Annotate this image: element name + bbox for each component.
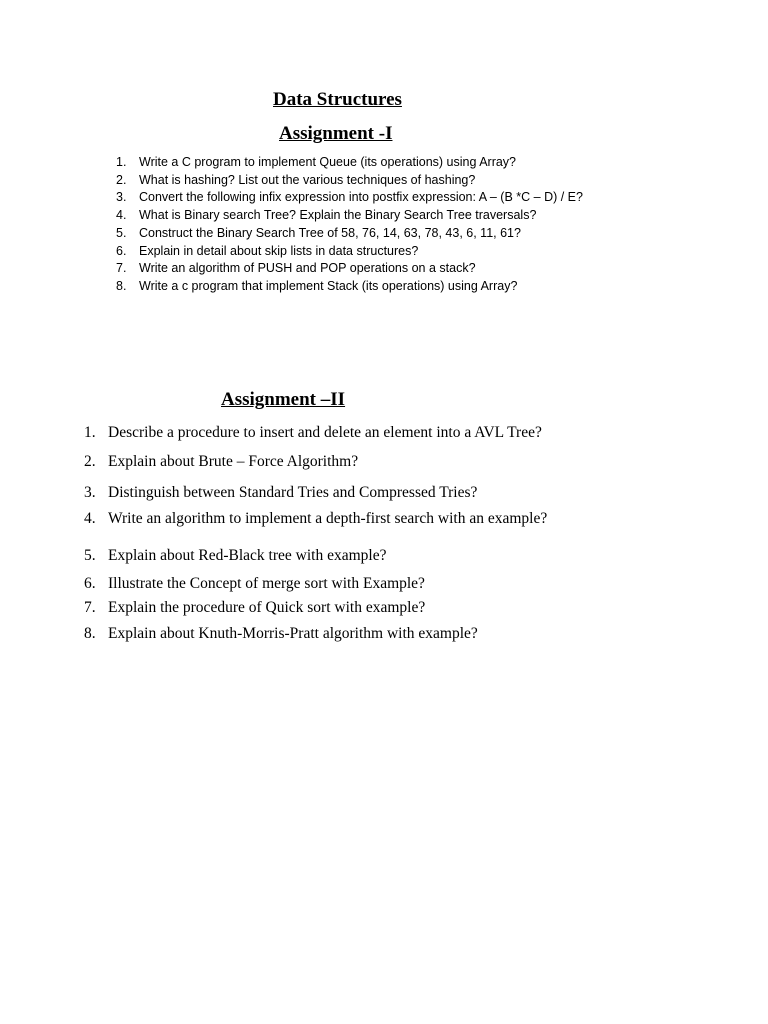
question-number: 1. bbox=[116, 155, 127, 169]
question-number: 5. bbox=[116, 226, 127, 240]
assignment-1-heading: Assignment -I bbox=[279, 123, 393, 144]
question-number: 3. bbox=[116, 190, 127, 204]
question-number: 6. bbox=[84, 575, 96, 592]
question-text: Construct the Binary Search Tree of 58, 76, 14, 63, 78, 43, 6, 11, 61? bbox=[139, 226, 521, 240]
question-number: 7. bbox=[84, 599, 96, 616]
question-text: Illustrate the Concept of merge sort with Example? bbox=[108, 575, 425, 592]
assignment-2-heading: Assignment –II bbox=[221, 389, 346, 410]
question-text: Explain about Brute – Force Algorithm? bbox=[108, 453, 359, 470]
question-number: 2. bbox=[116, 173, 127, 187]
question-text: Explain in detail about skip lists in data structures? bbox=[139, 244, 419, 258]
question-text: Write a c program that implement Stack (its operations) using Array? bbox=[139, 279, 518, 293]
question-number: 6. bbox=[116, 244, 127, 258]
question-number: 4. bbox=[84, 510, 96, 527]
question-number: 8. bbox=[116, 279, 127, 293]
question-text: What is hashing? List out the various techniques of hashing? bbox=[139, 173, 476, 187]
question-text: Write a C program to implement Queue (its operations) using Array? bbox=[139, 155, 517, 169]
question-number: 4. bbox=[116, 208, 127, 222]
question-text: Write an algorithm of PUSH and POP operations on a stack? bbox=[139, 261, 476, 275]
question-text: Distinguish between Standard Tries and Compressed Tries? bbox=[108, 484, 478, 501]
question-text: Explain the procedure of Quick sort with example? bbox=[108, 599, 426, 616]
question-text: What is Binary search Tree? Explain the Binary Search Tree traversals? bbox=[139, 208, 537, 222]
question-text: Describe a procedure to insert and delete an element into a AVL Tree? bbox=[108, 424, 542, 441]
question-number: 5. bbox=[84, 547, 96, 564]
question-number: 8. bbox=[84, 625, 96, 642]
question-number: 7. bbox=[116, 261, 127, 275]
question-text: Write an algorithm to implement a depth-first search with an example? bbox=[108, 510, 548, 527]
question-number: 2. bbox=[84, 453, 96, 470]
question-text: Explain about Knuth-Morris-Pratt algorithm with example? bbox=[108, 625, 478, 642]
question-number: 1. bbox=[84, 424, 96, 441]
question-text: Explain about Red-Black tree with example? bbox=[108, 547, 387, 564]
question-text: Convert the following infix expression into postfix expression: A – (B *C – D) / E? bbox=[139, 190, 583, 204]
question-number: 3. bbox=[84, 484, 96, 501]
document-title: Data Structures bbox=[273, 89, 402, 110]
